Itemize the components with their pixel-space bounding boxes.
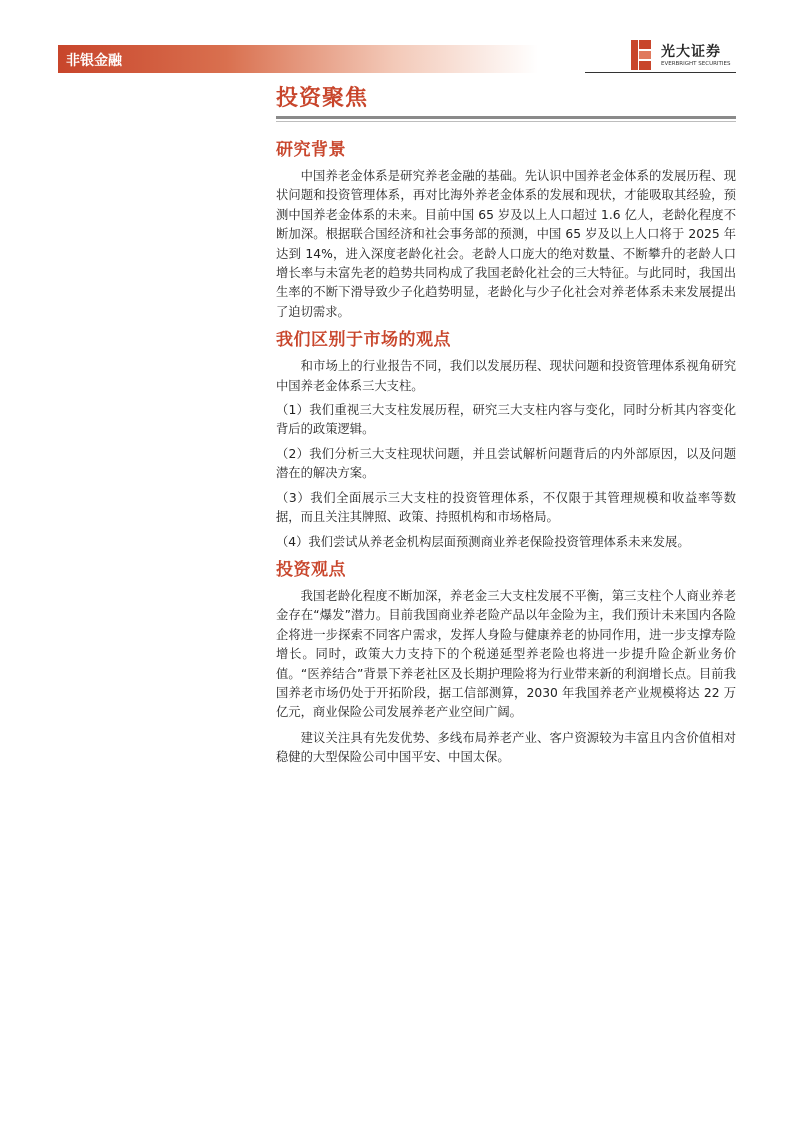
page-title: 投资聚焦 (276, 86, 369, 111)
difference-item-1: （1）我们重视三大支柱发展历程，研究三大支柱内容与变化，同时分析其内容变化背后的政策逻辑。 (276, 403, 736, 437)
everbright-logo-icon (631, 40, 651, 70)
industry-label: 非银金融 (66, 53, 122, 69)
brand-logo (631, 40, 735, 72)
logo-name-cn: 光大证券 (661, 44, 721, 60)
logo-name-en: EVERBRIGHT SECURITIES (661, 61, 731, 67)
title-divider-thin (276, 121, 736, 122)
header-divider (585, 72, 736, 73)
difference-intro: 和市场上的行业报告不同，我们以发展历程、现状问题和投资管理体系视角研究中国养老金体系三大支柱。 (276, 359, 736, 393)
background-paragraph: 中国养老金体系是研究养老金融的基础。先认识中国养老金体系的发展历程、现状问题和投资管理体系，再对比海外养老金体系的发展和现状，才能吸取其经验，预测中国养老金体系的未来。目前中国 65 岁及以上人口超过 1.6 亿人，老龄化程度不断加深。根据联合国经济和社会事务部的预测，中国 65 岁及以上人口将于 2025 年达到 14%，进入深度老龄化社会。老龄人口庞大的绝对数量、不断攀升的老龄人口增长率与未富先老的趋势共同构成了我国老龄化社会的三大特征。与此同时，我国出生率的不断下滑导致少子化趋势明显，老龄化与少子化社会对养老体系未来发展提出了迫切需求。 (276, 169, 736, 319)
report-content (276, 86, 736, 768)
difference-item-3: （3）我们全面展示三大支柱的投资管理体系，不仅限于其管理规模和收益率等数据，而且关注其牌照、政策、持照机构和市场格局。 (276, 490, 736, 525)
header-band (58, 45, 538, 73)
difference-item-4: （4）我们尝试从养老金机构层面预测商业养老保险投资管理体系未来发展。 (276, 534, 690, 549)
difference-item-2: （2）我们分析三大支柱现状问题，并且尝试解析问题背后的内外部原因，以及问题潜在的解决方案。 (276, 446, 736, 481)
view-paragraph-1: 我国老龄化程度不断加深，养老金三大支柱发展不平衡，第三支柱个人商业养老金存在“爆发”潜力。目前我国商业养老险产品以年金险为主，我们预计未来国内各险企将进一步探索不同客户需求，发挥人身险与健康养老的协同作用，进一步支撑寿险增长。同时，政策大力支持下的个税递延型养老险也将进一步提升险企新业务价值。“医养结合”背景下养老社区及长期护理险将为行业带来新的利润增长点。目前我国养老市场仍处于开拓阶段，据工信部测算，2030 年我国养老产业规模将达 22 万亿元，商业保险公司发展养老产业空间广阔。 (276, 588, 736, 720)
title-divider-thick (276, 116, 736, 119)
heading-research-background: 研究背景 (276, 140, 346, 160)
heading-investment-view: 投资观点 (276, 559, 346, 580)
view-paragraph-2: 建议关注具有先发优势、多线布局养老产业、客户资源较为丰富且内含价值相对稳健的大型保险公司中国平安、中国太保。 (276, 730, 736, 765)
heading-our-difference: 我们区别于市场的观点 (276, 330, 451, 351)
